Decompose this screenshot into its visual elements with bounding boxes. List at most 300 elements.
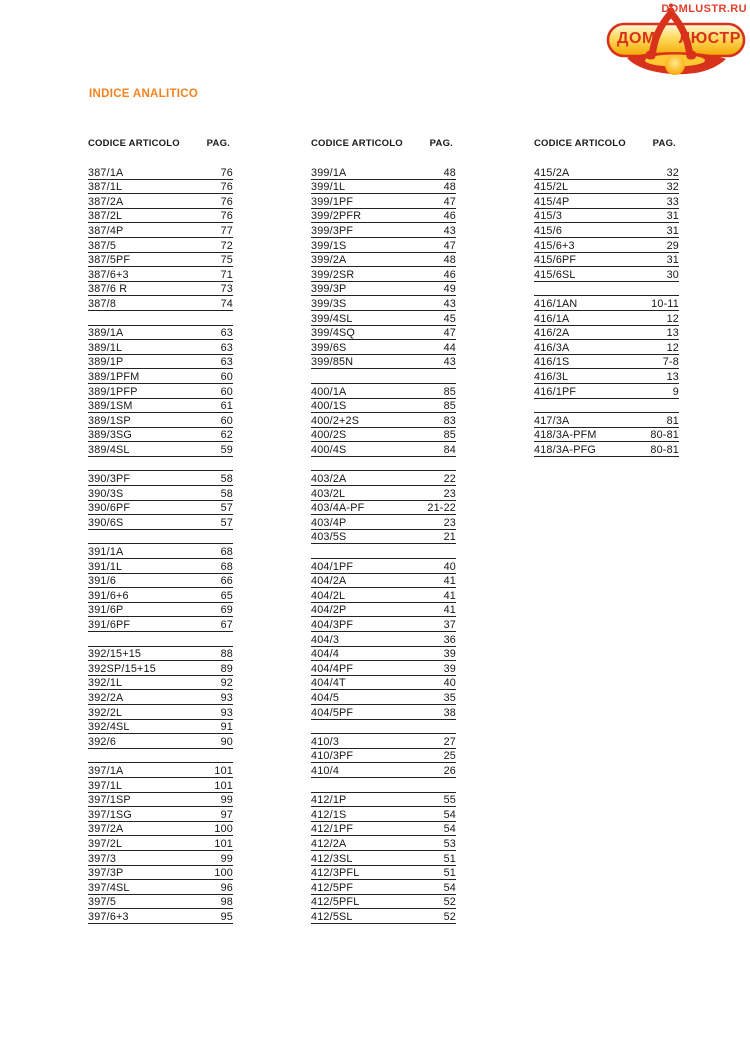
page-number: 98: [220, 896, 233, 909]
page-number: 23: [443, 487, 456, 500]
article-code: 397/4SL: [88, 881, 130, 894]
header-pag: PAG.: [652, 138, 676, 149]
index-column: [311, 138, 456, 924]
table-row: [88, 559, 233, 574]
table-row: [88, 720, 233, 735]
table-row: [88, 807, 233, 822]
table-row: [534, 238, 679, 253]
table-row: [88, 326, 233, 341]
table-row: [311, 267, 456, 282]
table-row: [534, 355, 679, 370]
table-row: [88, 763, 233, 778]
table-row: [88, 384, 233, 399]
article-code: 397/6+3: [88, 910, 129, 923]
header-pag: PAG.: [429, 138, 453, 149]
table-row: [534, 340, 679, 355]
table-row: [88, 836, 233, 851]
page-number: 39: [443, 662, 456, 675]
page-number: 51: [443, 852, 456, 865]
article-code: 404/5: [311, 691, 340, 704]
article-code: 397/1L: [88, 779, 123, 792]
article-code: 397/5: [88, 896, 117, 909]
table-row: [311, 442, 456, 457]
page-number: 84: [443, 443, 456, 456]
page-number: 41: [443, 589, 456, 602]
header-codice-articolo: CODICE ARTICOLO: [534, 138, 626, 149]
page-number: 93: [220, 691, 233, 704]
article-code: 404/3: [311, 633, 340, 646]
table-row: [534, 311, 679, 326]
article-code: 404/2L: [311, 589, 346, 602]
page-number: 80-81: [650, 443, 679, 456]
table-row: [311, 428, 456, 443]
article-code: 404/2P: [311, 604, 347, 617]
page-number: 52: [443, 896, 456, 909]
article-code: 390/3PF: [88, 473, 131, 486]
table-row: [88, 165, 233, 180]
page-number: 31: [666, 224, 679, 237]
page-number: 76: [220, 181, 233, 194]
logo-word-dom: ДОМ: [617, 30, 656, 47]
article-code: 404/1PF: [311, 560, 354, 573]
page-number: 54: [443, 823, 456, 836]
article-code: 397/3: [88, 852, 117, 865]
article-code: 387/1A: [88, 166, 124, 179]
table-row: [311, 471, 456, 486]
table-row: [534, 428, 679, 443]
table-row: [534, 267, 679, 282]
page-number: 63: [220, 356, 233, 369]
table-row: [88, 223, 233, 238]
page-number: 63: [220, 341, 233, 354]
table-row: [534, 384, 679, 399]
article-code: 387/5: [88, 239, 117, 252]
page-number: 25: [443, 750, 456, 763]
table-row: [311, 895, 456, 910]
table-row: [88, 793, 233, 808]
page-number: 85: [443, 385, 456, 398]
page-number: 41: [443, 604, 456, 617]
table-row: [534, 194, 679, 209]
page-number: 31: [666, 254, 679, 267]
page-number: 41: [443, 575, 456, 588]
table-row: [534, 209, 679, 224]
article-code: 399/1A: [311, 166, 347, 179]
article-code: 416/2A: [534, 327, 570, 340]
article-code: 392/4SL: [88, 721, 130, 734]
header-codice-articolo: CODICE ARTICOLO: [311, 138, 403, 149]
article-code: 416/1AN: [534, 297, 578, 310]
article-code: 404/3PF: [311, 619, 354, 631]
article-code: 397/1SG: [88, 808, 133, 821]
table-row: [311, 851, 456, 866]
page-number: 12: [666, 312, 679, 325]
page-number: 76: [220, 195, 233, 208]
page-number: 39: [443, 648, 456, 661]
page-number: 44: [443, 341, 456, 354]
table-row: [88, 895, 233, 910]
article-code: 417/3A: [534, 414, 570, 427]
table-row: [88, 647, 233, 662]
article-code: 390/3S: [88, 487, 124, 500]
index-table: [88, 138, 679, 924]
article-code: 389/1SP: [88, 414, 131, 427]
table-row: [88, 734, 233, 749]
page-number: 27: [443, 735, 456, 748]
article-code: 403/2L: [311, 487, 346, 500]
article-code: 404/2A: [311, 575, 347, 588]
page-number: 61: [220, 400, 233, 413]
article-code: 389/1P: [88, 356, 124, 369]
article-code: 397/3P: [88, 867, 124, 880]
page-number: 43: [443, 224, 456, 237]
page-number: 58: [220, 487, 233, 500]
article-code: 400/2S: [311, 429, 347, 442]
table-row: [88, 588, 233, 603]
table-row: [88, 238, 233, 253]
page-number: 26: [443, 764, 456, 777]
article-code: 389/1A: [88, 327, 124, 340]
table-row: [534, 296, 679, 311]
table-row: [88, 428, 233, 443]
page-number: 37: [443, 619, 456, 631]
table-row: [88, 544, 233, 559]
article-code: 418/3A-PFG: [534, 443, 597, 456]
article-code: 399/85N: [311, 356, 354, 369]
page-number: 89: [220, 662, 233, 675]
page-number: 88: [220, 648, 233, 661]
group-spacer-row: [88, 457, 233, 472]
page-number: 38: [443, 706, 456, 719]
logo-word-lustr: ЛЮСТР: [678, 30, 741, 47]
group-spacer-row: [88, 311, 233, 326]
page-number: 40: [443, 560, 456, 573]
table-row: [88, 486, 233, 501]
table-row: [534, 326, 679, 341]
table-row: [311, 194, 456, 209]
table-row: [534, 223, 679, 238]
article-code: 392/6: [88, 735, 117, 748]
article-code: 397/2L: [88, 837, 123, 850]
table-row: [311, 180, 456, 195]
page-number: 60: [220, 370, 233, 383]
article-code: 415/6+3: [534, 239, 575, 252]
article-code: 387/4P: [88, 224, 124, 237]
article-code: 391/6PF: [88, 619, 131, 631]
article-code: 389/1PFP: [88, 385, 138, 398]
page-number: 55: [443, 794, 456, 807]
article-code: 418/3A-PFM: [534, 429, 597, 442]
page-number: 47: [443, 327, 456, 340]
page-number: 43: [443, 356, 456, 369]
table-row: [534, 442, 679, 457]
article-code: 412/1P: [311, 794, 347, 807]
page-number: 99: [220, 852, 233, 865]
group-spacer-row: [311, 457, 456, 472]
page-number: 49: [443, 283, 456, 296]
page-number: 47: [443, 195, 456, 208]
article-code: 391/6P: [88, 604, 124, 617]
article-code: 400/4S: [311, 443, 347, 456]
page-number: 60: [220, 414, 233, 427]
table-row: [311, 296, 456, 311]
article-code: 415/6: [534, 224, 563, 237]
table-row: [311, 632, 456, 647]
page-number: 48: [443, 166, 456, 179]
table-row: [311, 647, 456, 662]
table-row: [311, 866, 456, 881]
article-code: 410/4: [311, 764, 340, 777]
article-code: 404/5PF: [311, 706, 354, 719]
table-row: [88, 267, 233, 282]
article-code: 416/1PF: [534, 385, 577, 398]
table-row: [88, 369, 233, 384]
page-number: 101: [214, 837, 233, 850]
article-code: 399/1PF: [311, 195, 354, 208]
table-row: [311, 530, 456, 545]
article-code: 391/6: [88, 575, 117, 588]
article-code: 412/5SL: [311, 910, 353, 923]
table-row: [88, 282, 233, 297]
page-number: 47: [443, 239, 456, 252]
page-number: 21-22: [427, 502, 456, 515]
article-code: 403/5S: [311, 531, 347, 544]
article-code: 387/8: [88, 297, 117, 310]
table-row: [88, 851, 233, 866]
table-row: [311, 793, 456, 808]
table-row: [311, 807, 456, 822]
article-code: 389/1SM: [88, 400, 133, 413]
table-row: [88, 676, 233, 691]
table-row: [311, 413, 456, 428]
article-code: 397/2A: [88, 823, 124, 836]
table-row: [311, 617, 456, 632]
article-code: 392/2A: [88, 691, 124, 704]
page-number: 58: [220, 473, 233, 486]
page-number: 13: [666, 327, 679, 340]
article-code: 404/4PF: [311, 662, 354, 675]
table-row: [311, 690, 456, 705]
table-row: [311, 326, 456, 341]
page-number: 31: [666, 210, 679, 223]
page-number: 100: [214, 823, 233, 836]
table-row: [534, 253, 679, 268]
table-row: [88, 909, 233, 924]
page-number: 52: [443, 910, 456, 923]
table-row: [88, 296, 233, 311]
page-number: 92: [220, 677, 233, 690]
page-number: 30: [666, 268, 679, 281]
article-code: 416/3L: [534, 370, 569, 383]
article-code: 412/1S: [311, 808, 347, 821]
page-number: 46: [443, 268, 456, 281]
table-row: [311, 223, 456, 238]
group-spacer-row: [88, 530, 233, 545]
page-number: 80-81: [650, 429, 679, 442]
article-code: 387/5PF: [88, 254, 131, 267]
table-row: [88, 617, 233, 632]
page-number: 54: [443, 881, 456, 894]
page-number: 32: [666, 181, 679, 194]
article-code: 387/6+3: [88, 268, 129, 281]
page-number: 95: [220, 910, 233, 923]
table-row: [311, 486, 456, 501]
page-number: 93: [220, 706, 233, 719]
column-header: [88, 138, 233, 148]
page-number: 10-11: [651, 297, 679, 310]
article-code: 392/2L: [88, 706, 123, 719]
article-code: 400/2+2S: [311, 414, 360, 427]
article-code: 410/3: [311, 735, 340, 748]
article-code: 416/1S: [534, 356, 570, 369]
table-row: [88, 399, 233, 414]
table-row: [88, 194, 233, 209]
table-row: [311, 384, 456, 399]
article-code: 399/2SR: [311, 268, 355, 281]
table-row: [88, 603, 233, 618]
article-code: 389/4SL: [88, 443, 130, 456]
page-number: 23: [443, 516, 456, 529]
article-code: 416/1A: [534, 312, 570, 325]
article-code: 403/4A-PF: [311, 502, 365, 515]
page-number: 57: [220, 516, 233, 529]
table-row: [311, 836, 456, 851]
article-code: 392/15+15: [88, 648, 142, 661]
article-code: 397/1A: [88, 764, 124, 777]
table-row: [88, 253, 233, 268]
page-number: 85: [443, 400, 456, 413]
table-row: [88, 413, 233, 428]
table-row: [88, 355, 233, 370]
table-row: [534, 413, 679, 428]
page-number: 51: [443, 867, 456, 880]
article-code: 392/1L: [88, 677, 123, 690]
page-number: 22: [443, 473, 456, 486]
page-number: 68: [220, 560, 233, 573]
group-spacer-row: [311, 369, 456, 384]
page-number: 48: [443, 181, 456, 194]
table-row: [311, 165, 456, 180]
article-code: 415/4P: [534, 195, 570, 208]
group-spacer-row: [88, 749, 233, 764]
article-code: 399/4SQ: [311, 327, 356, 340]
article-code: 412/3PFL: [311, 867, 360, 880]
article-code: 415/6PF: [534, 254, 577, 267]
table-row: [88, 705, 233, 720]
table-row: [311, 501, 456, 516]
logo-site-url: DOMLUSTR.RU: [661, 3, 747, 15]
article-code: 389/1L: [88, 341, 123, 354]
table-row: [88, 661, 233, 676]
article-code: 390/6S: [88, 516, 124, 529]
table-row: [311, 238, 456, 253]
page-number: 91: [220, 721, 233, 734]
page-number: 85: [443, 429, 456, 442]
table-row: [88, 778, 233, 793]
article-code: 415/3: [534, 210, 563, 223]
page-number: 100: [214, 867, 233, 880]
article-code: 416/3A: [534, 341, 570, 354]
page-number: 74: [220, 297, 233, 310]
article-code: 397/1SP: [88, 794, 131, 807]
page-number: 29: [666, 239, 679, 252]
column-header: [311, 138, 456, 148]
article-code: 400/1A: [311, 385, 347, 398]
page-number: 7-8: [662, 356, 679, 369]
page-number: 33: [666, 195, 679, 208]
logo-lamp-icon: [627, 52, 726, 75]
article-code: 391/1A: [88, 546, 124, 559]
page-number: 9: [672, 385, 679, 398]
page-number: 101: [214, 764, 233, 777]
table-row: [311, 574, 456, 589]
page-number: 90: [220, 735, 233, 748]
page-number: 40: [443, 677, 456, 690]
article-code: 392SP/15+15: [88, 662, 156, 675]
article-code: 403/2A: [311, 473, 347, 486]
table-row: [311, 880, 456, 895]
article-code: 389/1PFM: [88, 370, 140, 383]
article-code: 404/4: [311, 648, 340, 661]
article-code: 399/3PF: [311, 224, 354, 237]
page-number: 99: [220, 794, 233, 807]
table-row: [534, 165, 679, 180]
table-row: [88, 340, 233, 355]
page-number: 75: [220, 254, 233, 267]
page-number: 48: [443, 254, 456, 267]
page-number: 62: [220, 429, 233, 442]
domlustr-logo: [605, 3, 748, 76]
table-row: [311, 676, 456, 691]
article-code: 399/1S: [311, 239, 347, 252]
article-code: 399/1L: [311, 181, 346, 194]
table-row: [311, 253, 456, 268]
header-pag: PAG.: [206, 138, 230, 149]
page-number: 96: [220, 881, 233, 894]
page-number: 21: [443, 531, 456, 544]
page-number: 63: [220, 327, 233, 340]
table-row: [311, 822, 456, 837]
page-number: 67: [220, 619, 233, 631]
page-number: 36: [443, 633, 456, 646]
article-code: 412/1PF: [311, 823, 354, 836]
group-spacer-row: [311, 544, 456, 559]
table-row: [311, 909, 456, 924]
page-number: 72: [220, 239, 233, 252]
table-row: [311, 282, 456, 297]
article-code: 410/3PF: [311, 750, 354, 763]
table-row: [311, 749, 456, 764]
article-code: 399/6S: [311, 341, 347, 354]
page-number: 81: [666, 414, 679, 427]
article-code: 387/2A: [88, 195, 124, 208]
table-row: [88, 209, 233, 224]
table-row: [311, 340, 456, 355]
table-row: [534, 180, 679, 195]
group-spacer-row: [311, 778, 456, 793]
table-row: [311, 311, 456, 326]
table-row: [88, 515, 233, 530]
table-row: [311, 763, 456, 778]
page-number: 59: [220, 443, 233, 456]
article-code: 391/1L: [88, 560, 123, 573]
article-code: 415/2A: [534, 166, 570, 179]
table-row: [311, 355, 456, 370]
table-row: [88, 866, 233, 881]
page-number: 83: [443, 414, 456, 427]
page-number: 12: [666, 341, 679, 354]
article-code: 400/1S: [311, 400, 347, 413]
